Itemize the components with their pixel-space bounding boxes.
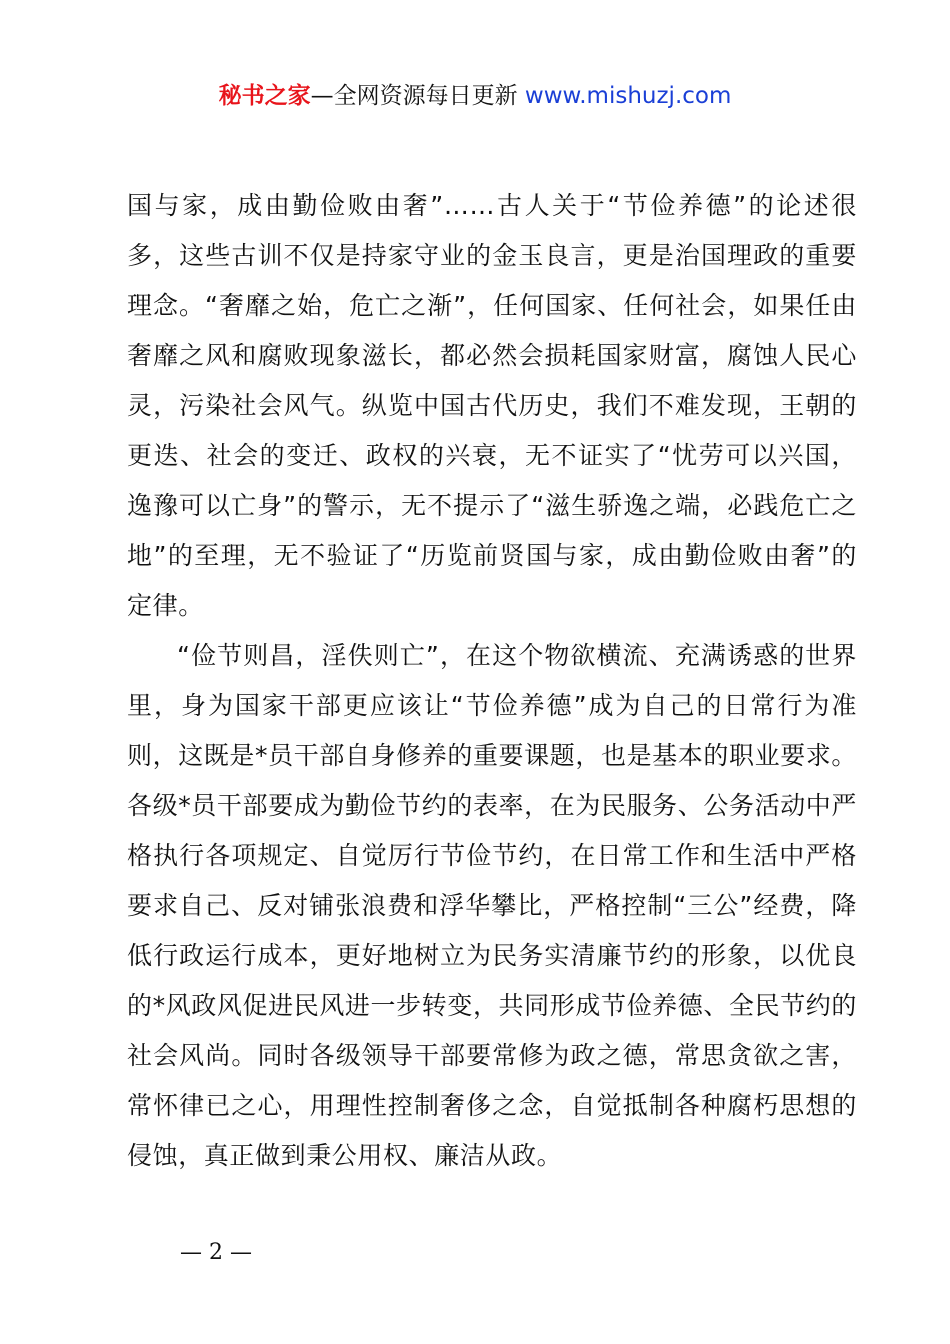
site-url[interactable]: www.mishuzj.com — [524, 83, 732, 109]
document-body — [127, 181, 857, 1181]
paragraph-2: “俭节则昌，淫佚则亡”，在这个物欲横流、充满诱惑的世界里，身为国家干部更应该让“节俭养德”成为自己的日常行为准则，这既是*员干部自身修养的重要课题，也是基本的职业要求。各级*员干部要成为勤俭节约的表率，在为民服务、公务活动中严格执行各项规定、自觉厉行节俭节约，在日常工作和生活中严格要求自己、反对铺张浪费和浮华攀比，严格控制“三公”经费，降低行政运行成本，更好地树立为民务实清廉节约的形象，以优良的*风政风促进民风进一步转变，共同形成节俭养德、全民节约的社会风尚。同时各级领导干部要常修为政之德，常思贪欲之害，常怀律已之心，用理性控制奢侈之念，自觉抵制各种腐朽思想的侵蚀，真正做到秉公用权、廉洁从政。 — [127, 641, 857, 1170]
site-tagline: —全网资源每日更新 — [310, 83, 525, 109]
page-number: — 2 — — [180, 1240, 252, 1265]
paragraph-1: 国与家，成由勤俭败由奢”……古人关于“节俭养德”的论述很多，这些古训不仅是持家守业的金玉良言，更是治国理政的重要理念。“奢靡之始，危亡之渐”，任何国家、任何社会，如果任由奢靡之风和腐败现象滋长，都必然会损耗国家财富，腐蚀人民心灵，污染社会风气。纵览中国古代历史，我们不难发现，王朝的更迭、社会的变迁、政权的兴衰，无不证实了“忧劳可以兴国，逸豫可以亡身”的警示，无不提示了“滋生骄逸之端，必践危亡之地”的至理，无不验证了“历览前贤国与家，成由勤俭败由奢”的定律。 — [127, 191, 857, 620]
site-brand: 秘书之家 — [218, 83, 311, 109]
site-header — [0, 80, 950, 112]
